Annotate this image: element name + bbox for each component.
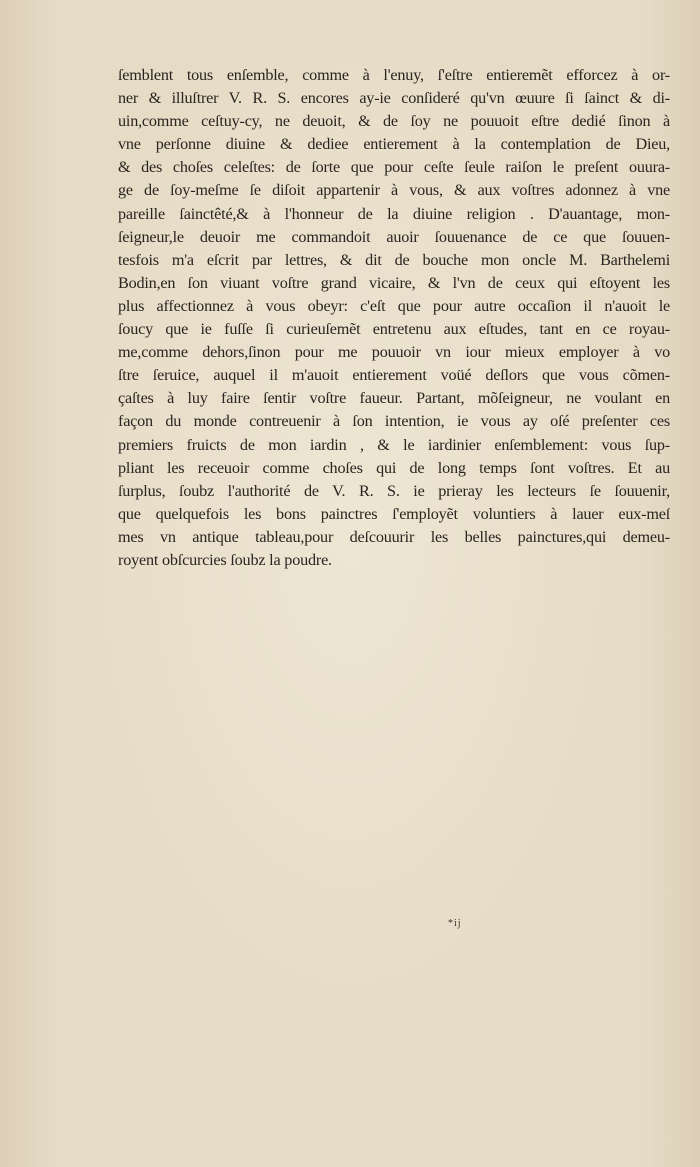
text-line: & des choſes celeſtes: de ſorte que pour ceſte ſeule raiſon le preſent ouura- — [118, 158, 670, 177]
text-line: ge de ſoy-meſme ſe diſoit appartenir à vous, & aux voſtres adonnez à vne — [118, 181, 670, 200]
text-line: ſemblent tous enſemble, comme à l'enuy, ſ'eſtre entieremẽt efforcez à or- — [118, 66, 670, 84]
text-line: façon du monde contreuenir à ſon intention, ie vous ay oſé preſenter ces — [118, 412, 670, 431]
text-line: ner & illuſtrer V. R. S. encores ay-ie conſideré qu'vn œuure ſi ſainct & di- — [118, 89, 670, 108]
text-line: ſeigneur,le deuoir me commandoit auoir ſouuenance de ce que ſouuen- — [118, 227, 670, 246]
text-line: mes vn antique tableau,pour deſcouurir les belles painctures,qui demeu- — [118, 527, 670, 546]
signature-mark: *ij — [448, 918, 462, 929]
text-line: çaſtes à luy faire ſentir voſtre faueur. Partant, mõſeigneur, ne voulant en — [118, 389, 670, 408]
text-line: plus affectionnez à vous obeyr: c'eſt que pour autre occaſion il n'auoit le — [118, 296, 670, 315]
text-line: tesfois m'a eſcrit par lettres, & dit de bouche mon oncle M. Barthelemi — [118, 250, 670, 269]
text-line: que quelquefois les bons painctres ſ'employẽt voluntiers à lauer eux-meſ — [118, 504, 670, 523]
text-line: pareille ſainctêté,& à l'honneur de la diuine religion . D'auantage, mon- — [118, 204, 670, 223]
text-line: ſurplus, ſoubz l'authorité de V. R. S. ie prieray les lecteurs ſe ſouuenir, — [118, 481, 670, 500]
text-line: ſoucy que ie fuſſe ſi curieuſemẽt entretenu aux eſtudes, tant en ce royau- — [118, 320, 670, 339]
text-line: ſtre ſeruice, auquel il m'auoit entierement voüé deſlors que vous cõmen- — [118, 366, 670, 385]
text-line: royent obſcurcies ſoubz la poudre. — [118, 550, 332, 569]
text-line: pliant les receuoir comme choſes qui de long temps ſont voſtres. Et au — [118, 458, 670, 477]
text-line: uin,comme ceſtuy-cy, ne deuoit, & de ſoy ne pouuoit eſtre dedié ſinon à — [118, 112, 670, 131]
text-line: me,comme dehors,ſinon pour me pouuoir vn iour mieux employer à vo — [118, 343, 670, 362]
text-line: vne perſonne diuine & dediee entierement à la contemplation de Dieu, — [118, 135, 670, 154]
text-line: Bodin,en ſon viuant voſtre grand vicaire, & l'vn de ceux qui eſtoyent les — [118, 273, 670, 292]
dedication-text — [118, 64, 670, 572]
text-line: premiers fruicts de mon iardin , & le iardinier enſemblement: vous ſup- — [118, 435, 670, 454]
